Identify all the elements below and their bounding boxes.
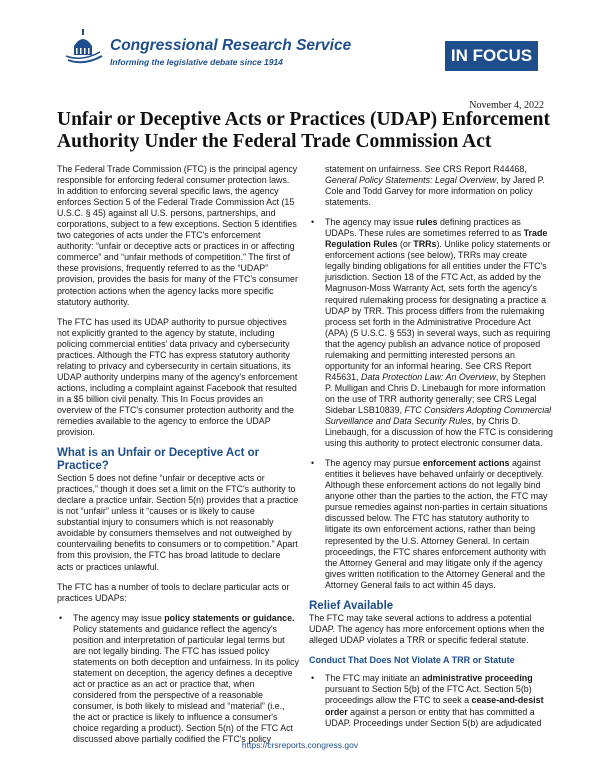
bullet-icon: •: [311, 217, 315, 228]
list-item-policy-statements: • The agency may issue policy statements or guidance. Policy statements and guidance reflect the agency's position and interpretation of particular legal terms but are not legally binding. The FTC has issued policy statements on both deception and unfairness. In its policy statement on deception, the agency defines a deceptive act or practice as an act or practice that, when considered from the perspective of a reasonable consumer, is both likely to mislead and “material” (i.e., the act or practice is likely to influence a consumer's choice regarding a product). Section 5(n) of the FTC Act discussed above partially codified the FTC's policy: [59, 612, 299, 745]
bullet-icon: •: [311, 458, 315, 469]
tools-list-continued: [309, 217, 554, 591]
publication-date: November 4, 2022: [469, 100, 544, 111]
org-tagline: Informing the legislative debate since 1914: [110, 57, 283, 67]
org-name: Congressional Research Service: [110, 37, 352, 54]
page-title: Unfair or Deceptive Acts or Practices (UDAP) Enforcement Authority Under the Federal Trade Commission Act: [57, 109, 550, 152]
right-column: [309, 164, 554, 738]
bullet-icon: •: [311, 673, 315, 684]
list-item-rules: • The agency may issue rules defining practices as UDAPs. These rules are sometimes referred to as Trade Regulation Rules (or TRRs). Unlike policy statements or enforcement actions (see below), TRRs may create legally binding obligations for all entities under the FTC's jurisdiction. Section 18 of the FTC Act, as added by the Magnuson-Moss Warranty Act, sets forth the agency's required rulemaking process for designating a practice a UDAP by TRR. This process differs from the rulemaking process set forth in the Administrative Procedure Act (APA) (5 U.S.C. § 553) in several ways, such as requiring that the agency publish an advance notice of proposed rulemaking and permitting interested persons an opportunity for an informal hearing. See CRS Report R45631, Data Protection Law: An Overview, by Stephen P. Mulligan and Chris D. Linebaugh for more information on the use of TRR authority generally; see CRS Legal Sidebar LSB10839, FTC Considers Adopting Commercial Surveillance and Data Security Rules, by Chris D. Linebaugh, for a discussion of how the FTC is considering using this authority to protect electronic consumer data.: [311, 217, 553, 449]
in-focus-badge: IN FOCUS: [445, 41, 538, 71]
section-heading-relief: Relief Available: [309, 599, 394, 612]
relief-list: [309, 673, 554, 728]
policy-statements-continued: statement on unfairness. See CRS Report R44468, General Policy Statements: Legal Overview, by Jared P. Cole and Todd Garvey for more information on policy statements.: [325, 164, 545, 208]
footer-url[interactable]: https://crsreports.congress.gov: [241, 740, 359, 750]
bullet-icon: •: [59, 612, 63, 623]
list-item-administrative-proceeding: • The FTC may initiate an administrative proceeding pursuant to Section 5(b) of the FTC Act. Section 5(b) proceedings allow the FTC to seek a cease-and-desist order against a person or entity that has committed a UDAP. Proceedings under Section 5(b) are adjudicated: [311, 673, 544, 728]
relief-paragraph: The FTC may take several actions to address a potential UDAP. The agency has more enforcement options when the alleged UDAP violates a TRR or specific federal statute.: [309, 613, 545, 646]
list-item-enforcement-actions: • The agency may pursue enforcement actions against entities it believes have behaved unfairly or deceptively. Although these enforcement actions do not legally bind anyone other than the parties to the action, the FTC may pursue remedies against non-parties in certain situations discussed below. The FTC has statutory authority to litigate its own enforcement actions, rather than being represented by the U.S. Attorney General. In certain proceedings, the FTC shares enforcement authority with the Attorney General and may litigate only if the agency gives written notification to the Attorney General and the Attorney General fails to act within 45 days.: [311, 458, 548, 590]
left-column: [57, 164, 299, 754]
page-header: [0, 0, 600, 100]
tools-list: [57, 613, 299, 746]
subheading-conduct: Conduct That Does Not Violate A TRR or Statute: [309, 655, 515, 666]
intro-paragraph: The Federal Trade Commission (FTC) is the principal agency responsible for enforcing federal consumer protection laws. In addition to enforcing several specific laws, the agency enforces Section 5 of the Federal Trade Commission Act (15 U.S.C. § 45) against all U.S. persons, partnerships, and corporations, subject to a few exceptions. Section 5 identifies two categories of acts under the FTC's enforcement authority: “unfair or deceptive acts or practices in or affecting commerce” and “unfair methods of competition.” The first of these provisions, frequently referred to as the “UDAP” provision, provides the basis for many of the FTC's consumer protection actions when the agency lacks more specific statutory authority.: [57, 164, 298, 307]
tools-paragraph: The FTC has a number of tools to declare particular acts or practices UDAPs:: [57, 581, 290, 603]
capitol-dome-icon: [62, 26, 106, 66]
section5-paragraph: Section 5 does not define “unfair or deceptive acts or practices,” though it does set a limit on the FTC's authority to declare a practice unfair. Section 5(n) provides that a practice is not “unfair” unless it “causes or is likely to cause substantial injury to consumers which is not reasonably avoidable by consumers themselves and not outweighed by countervailing benefits to consumers or to competition.” Apart from this provision, the FTC has broad latitude to declare acts or practices unlawful.: [57, 473, 299, 572]
udap-usage-paragraph: The FTC has used its UDAP authority to pursue objectives not explicitly granted to the agency by statute, including policing commercial entities' data privacy and cybersecurity practices. Although the FTC has express statutory authority relating to privacy and cybersecurity in certain situations, its UDAP authority underpins many of the agency's enforcement actions, including a complaint against Facebook that resulted in a $5 billion civil penalty. This In Focus provides an overview of the FTC's consumer protection authority and the remedies available to the agency to enforce the UDAP provision.: [57, 316, 298, 438]
section-heading-unfair-deceptive: What is an Unfair or Deceptive Act or Practice?: [57, 447, 260, 472]
